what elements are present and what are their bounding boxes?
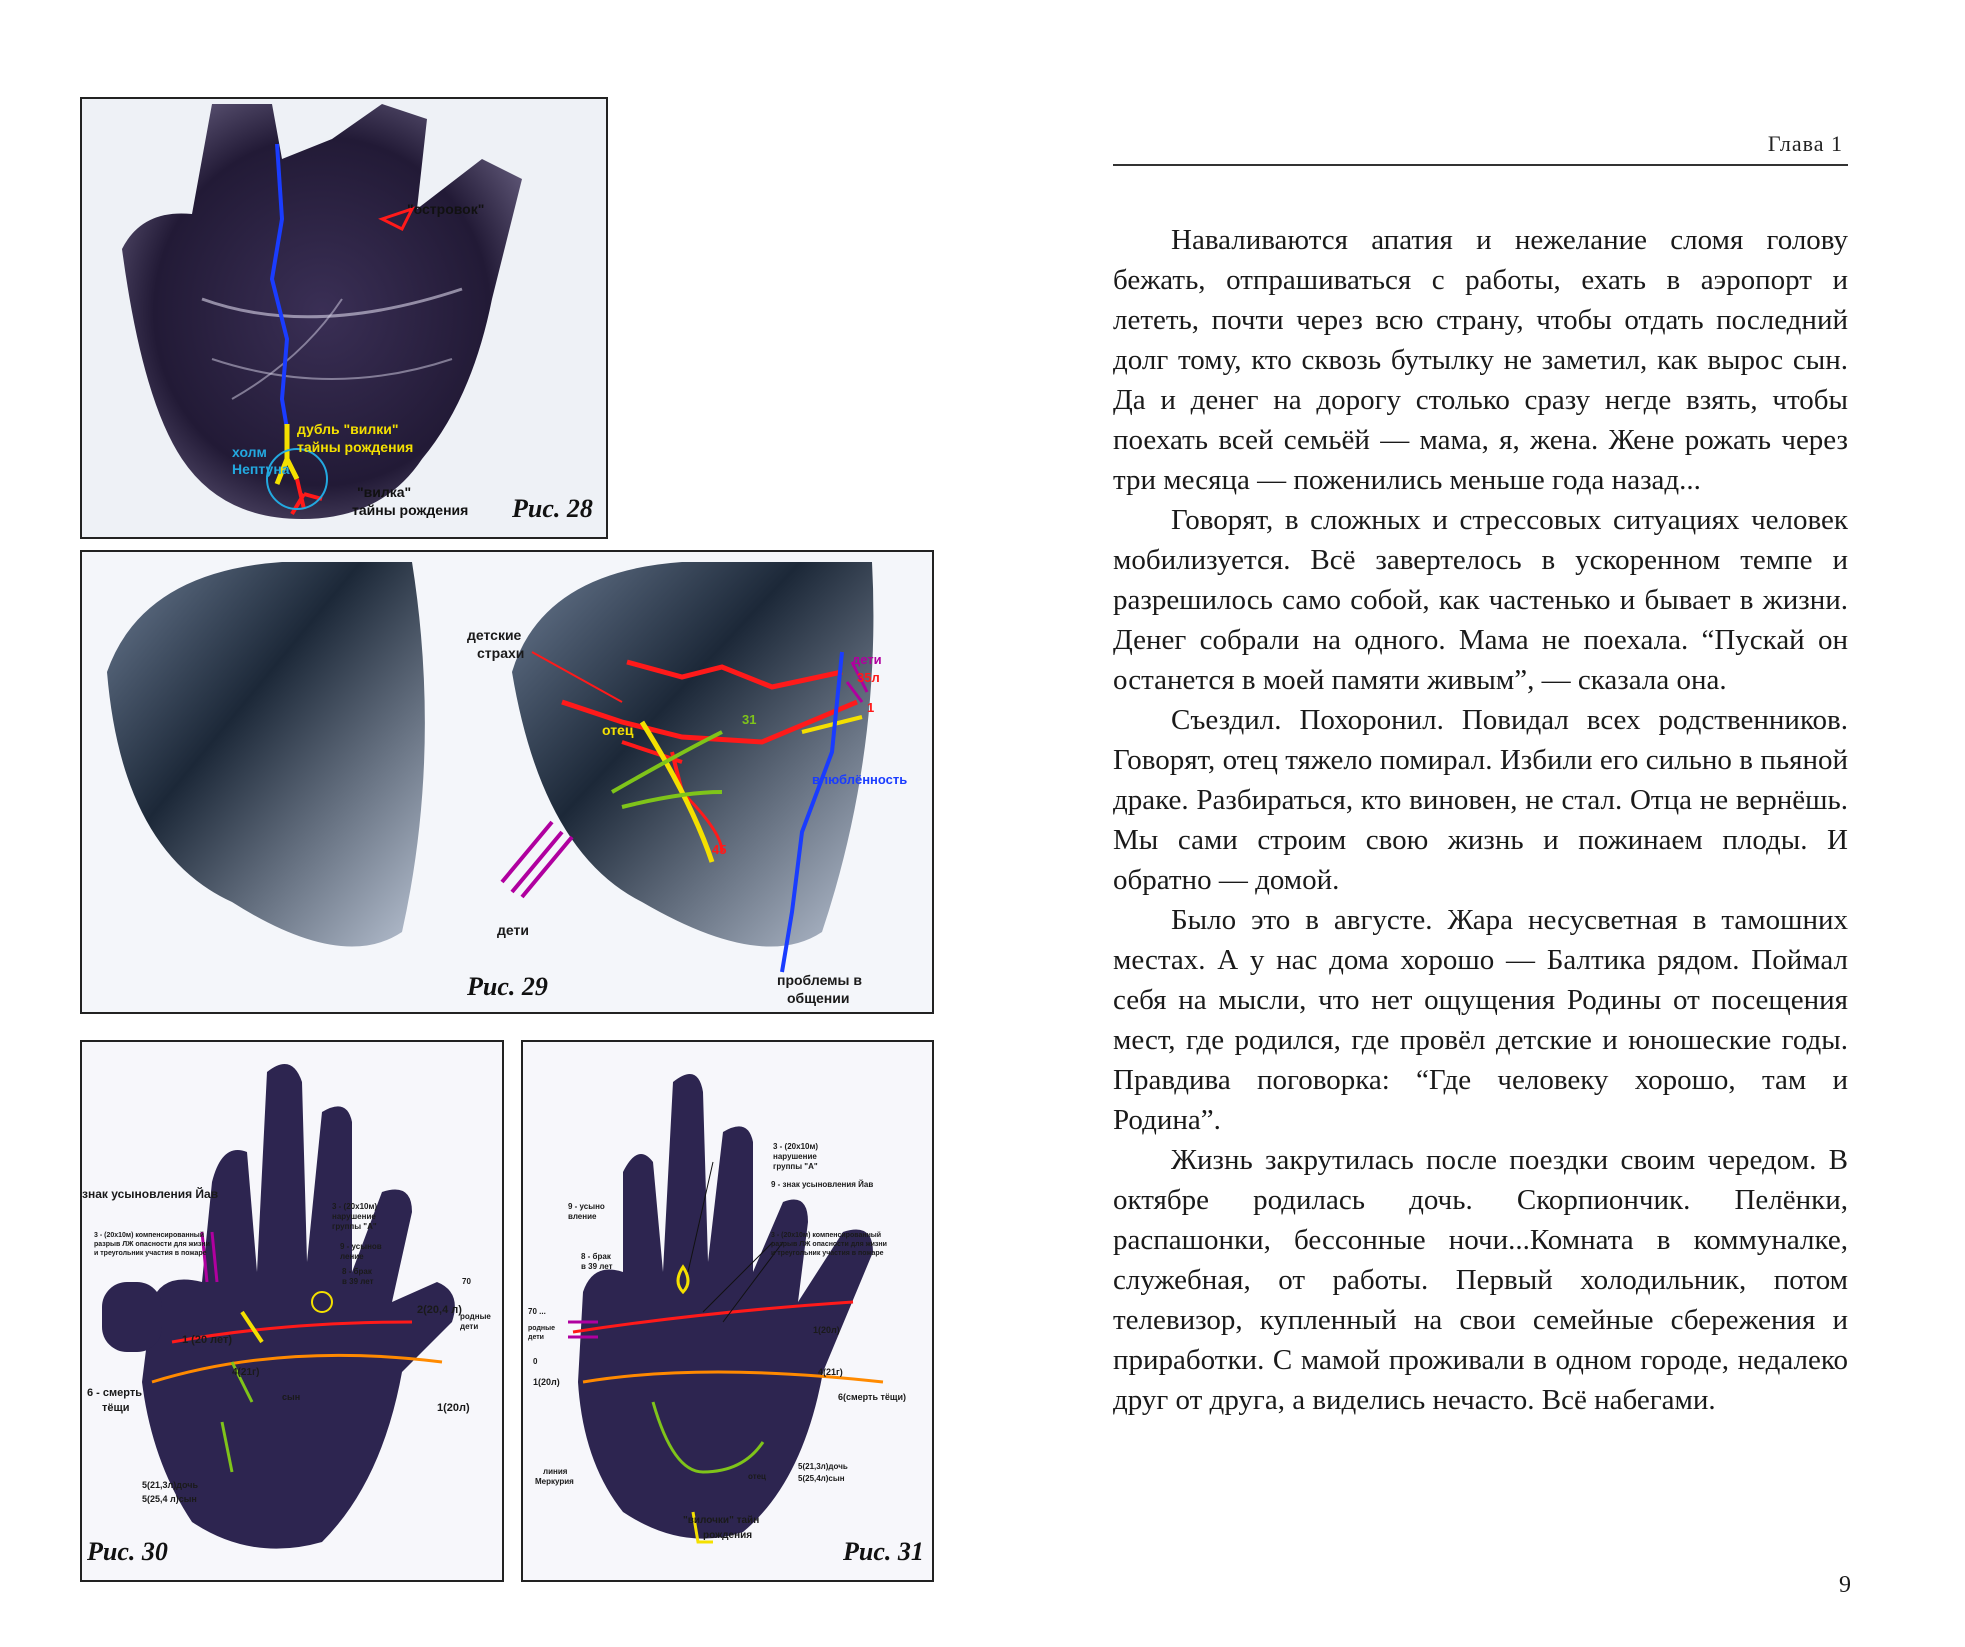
label-vilka-tainy: тайны рождения (352, 502, 469, 518)
figure-29 (80, 550, 934, 1014)
caption-fig-28: Рис. 28 (512, 494, 593, 523)
label-usyn2: вление (568, 1212, 597, 1221)
paragraph: Говорят, в сложных и стрессовых ситуациях человек мобилизуется. Всё завертелось в ускоренном темпе и разрешилось само собой, как частенько и бывает в жизни. Денег собрали на одного. Мама не поехала. “Пускай он останется в моей памяти живым”, — сказала она. (1113, 504, 1848, 696)
label-smert: 6(смерть тёщи) (838, 1392, 907, 1402)
label-doch: 5(21,3л)дочь (142, 1480, 198, 1490)
label-dubl-tainy: тайны рождения (297, 439, 414, 455)
handprint-29 (82, 552, 932, 1012)
label-note3b: разрыв ЛЖ опасности для жизни (771, 1241, 887, 1248)
paragraph: Было это в августе. Жара несусветная в тамошних местах. А у нас дома хорошо — Балтика рядом. Поймал себя на мысли, что нет ощущения Родины от посещения мест, где родился, где провёл детские и юношеские годы. Правдива поговорка: “Где человеку хорошо, там и Родина”. (1113, 904, 1848, 1136)
label-obshenii: общении (787, 990, 850, 1006)
label-note3a: 3 - (20х10м) компенсированный (94, 1232, 205, 1239)
label-neptuna: Нептуна (232, 461, 290, 477)
label-204: 2(20,4 л) (417, 1304, 462, 1316)
label-smert1: 6 - смерть (87, 1387, 142, 1399)
label-vil2: рождения (703, 1530, 753, 1541)
label-otec: отец (602, 722, 634, 738)
label-narush2: нарушение (773, 1152, 817, 1161)
label-usyn1: 9 - усыно (568, 1202, 605, 1211)
caption-fig-30: Рис. 30 (87, 1537, 168, 1566)
label-narush1: 3 - (20х10м) (773, 1142, 819, 1151)
label-20l: 1(20л) (437, 1402, 470, 1414)
label-brak2: в 39 лет (581, 1262, 613, 1271)
label-421: 4(21г) (818, 1367, 843, 1377)
label-liniya1: линия (543, 1467, 568, 1476)
caption-fig-29: Рис. 29 (467, 972, 548, 1001)
label-20l-right: 1(20л) (813, 1325, 840, 1335)
label-70: 70 (462, 1277, 471, 1286)
label-narush3: группы "А" (773, 1162, 818, 1171)
paragraph: Съездил. Похоронил. Повидал всех родственников. Говорят, отец тяжело помирал. Избили его сильно в пьяной драке. Разбираться, кто виновен, не стал. Отца не вернёшь. Мы сами строим свою жизнь и пожинаем плоды. И обратно — домой. (1113, 704, 1848, 896)
label-note3c: и треугольник участия в пожаре (94, 1250, 207, 1257)
page-number: 9 (1839, 1572, 1851, 1598)
label-usyn1: 9 - усынов (340, 1242, 382, 1251)
paragraph: Наваливаются апатия и нежелание сломя голову бежать, отпрашиваться с работы, ехать в аэропорт и лететь, почти через всю страну, чтобы отдать последний долг тому, кто сквозь бутылку не заметил, как вырос сын. Да и денег на дорогу столько сразу негде взять, чтобы поехать всей семьёй — мама, я, жена. Жене рожать через три месяца — поженились меньше года назад... (1113, 224, 1848, 496)
label-znak: 9 - знак усыновления Йав (771, 1180, 874, 1189)
handprint-31 (523, 1042, 932, 1580)
label-rod2: дети (528, 1334, 544, 1341)
label-35l: 35л (857, 670, 880, 685)
label-brak1: 8 - брак (581, 1252, 611, 1261)
running-head: Глава 1 (1767, 131, 1843, 156)
label-31: 31 (742, 712, 757, 727)
label-note3a: 3 - (20х10м) компенсированный (771, 1232, 882, 1239)
caption-fig-31: Рис. 31 (843, 1537, 924, 1566)
label-narush2: нарушение (332, 1212, 376, 1221)
label-narush1: 3 - (20х10м) (332, 1202, 378, 1211)
label-brak1: 8 - брак (342, 1267, 372, 1276)
label-holm: холм (232, 444, 267, 460)
label-20let: 1 (20 лет) (182, 1334, 232, 1346)
label-strahi: страхи (477, 645, 525, 661)
label-deti: дети (497, 922, 529, 938)
label-znak: знак усыновления Йав (82, 1187, 219, 1201)
label-70: 70 ... (528, 1307, 546, 1316)
label-detskie: детские (467, 627, 522, 643)
label-son: сын (282, 1392, 301, 1402)
label-45: 45 (712, 842, 727, 857)
label-doch: 5(21,3л)дочь (798, 1462, 848, 1471)
label-421: 4(21г) (232, 1367, 260, 1378)
label-brak2: в 39 лет (342, 1277, 374, 1286)
paragraph: Жизнь закрутилась после поездки своим чередом. В октябре родилась дочь. Скорпиончик. Пелёнки, распашонки, бессонные ночи...Комната в коммуналке, служебная, от работы. Первый холодильник, потом телевизор, купленный на свои семейные сбережения и приработки. С мамой проживали в одном городе, недалеко друг от друга, а виделись нечасто. Всё набегами. (1113, 1144, 1848, 1416)
label-usyn2: ление (340, 1252, 364, 1261)
label-rod1: родные (528, 1325, 556, 1332)
label-rod1: родные (460, 1312, 491, 1321)
label-liniya2: Меркурия (535, 1477, 574, 1486)
label-syn: 5(25,4л)сын (798, 1474, 845, 1483)
label-smert2: тёщи (102, 1402, 130, 1414)
figure-28 (80, 97, 608, 539)
handprint-28 (82, 99, 606, 537)
label-note3c: и треугольник участия в пожаре (771, 1250, 884, 1257)
label-vil1: "вилочки" тайн (683, 1515, 760, 1526)
figure-31 (521, 1040, 934, 1582)
label-vilka: "вилка" (357, 484, 412, 500)
figure-30 (80, 1040, 504, 1582)
label-otec: отец (748, 1472, 766, 1481)
label-20l: 1(20л) (533, 1377, 560, 1387)
label-note3b: разрыв ЛЖ опасности для жизни (94, 1241, 210, 1248)
label-problemy: проблемы в (777, 972, 862, 988)
body-text (1113, 220, 1848, 1420)
label-dubl-vilki: дубль "вилки" (297, 421, 399, 437)
label-1: 1 (867, 700, 875, 715)
label-deti-top: дети (852, 652, 882, 667)
label-ostrovok: "островок" (407, 201, 485, 217)
label-syn: 5(25,4 л)сын (142, 1494, 197, 1504)
header-rule (1113, 164, 1848, 166)
label-0: 0 (533, 1357, 538, 1366)
label-rod2: дети (460, 1322, 479, 1331)
label-vlublennost: влюблённость (812, 772, 908, 787)
label-narush3: группы "А" (332, 1222, 377, 1231)
